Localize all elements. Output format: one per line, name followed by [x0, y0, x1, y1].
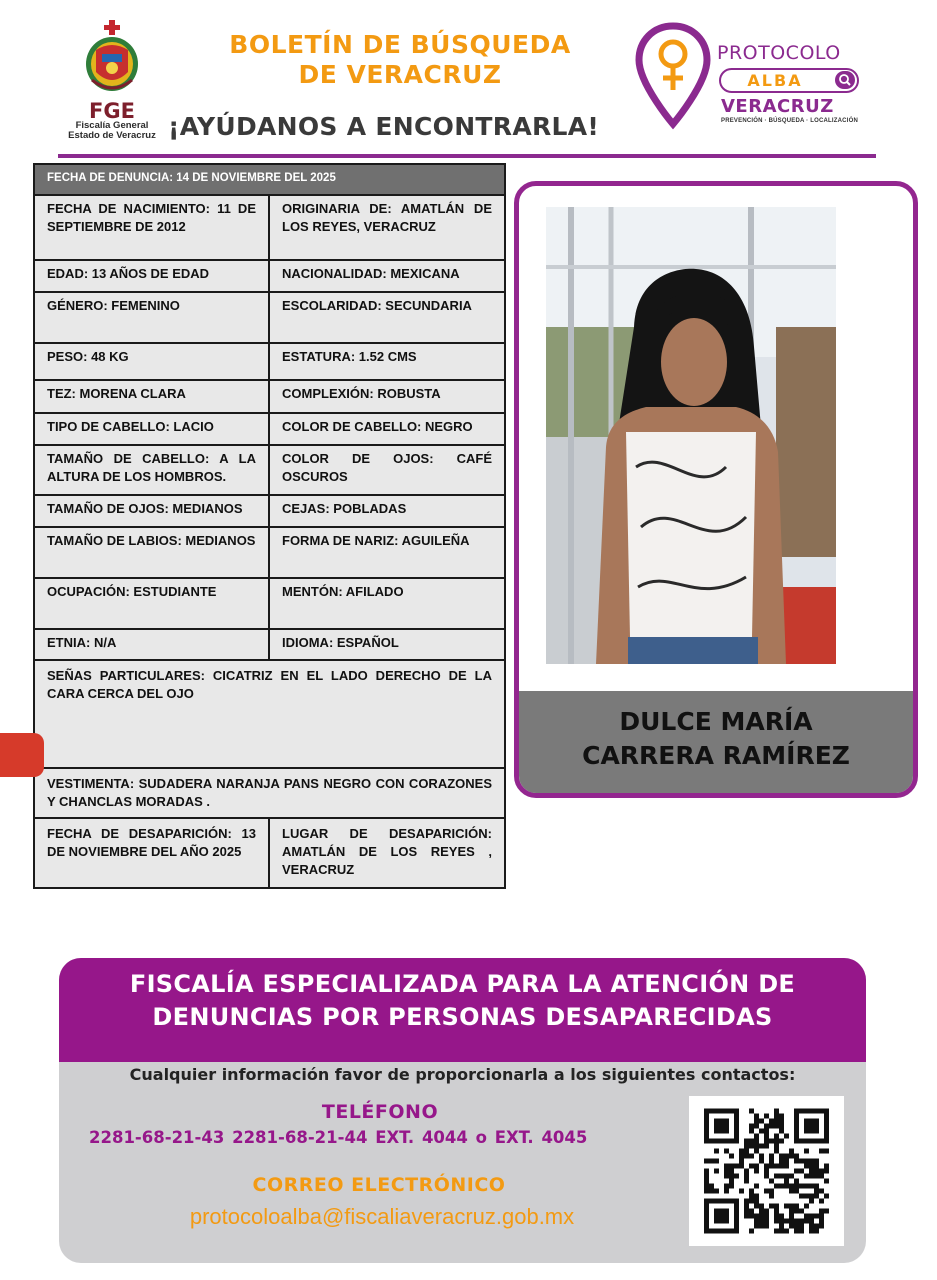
skin-tone-cell: TEZ: MORENA CLARA	[34, 380, 269, 413]
person-data-table	[33, 163, 506, 889]
protocol-logo-line1: PROTOCOLO	[717, 42, 841, 64]
agency-title-line1: FISCALÍA ESPECIALIZADA PARA LA ATENCIÓN DE	[129, 970, 796, 998]
fge-name-line2: Estado de Veracruz	[68, 130, 156, 141]
missing-person-photo	[546, 207, 836, 664]
lip-size-cell: TAMAÑO DE LABIOS: MEDIANOS	[34, 527, 269, 578]
slogan: ¡AYÚDANOS A ENCONTRARLA!	[168, 112, 600, 141]
distinguishing-marks-cell: SEÑAS PARTICULARES: CICATRIZ EN EL LADO DERECHO DE LA CARA CERCA DEL OJO	[34, 660, 505, 768]
build-cell: COMPLEXIÓN: ROBUSTA	[269, 380, 505, 413]
table-row	[34, 660, 505, 768]
table-row	[34, 260, 505, 292]
height-cell: ESTATURA: 1.52 CMS	[269, 343, 505, 380]
table-row	[34, 629, 505, 660]
email-label: CORREO ELECTRÓNICO	[252, 1174, 506, 1196]
person-name-band	[519, 691, 913, 798]
veracruz-coat-of-arms-icon	[82, 18, 142, 94]
header-divider	[58, 154, 876, 158]
table-row	[34, 164, 505, 195]
origin-cell: ORIGINARIA DE: AMATLÁN DE LOS REYES, VERACRUZ	[269, 195, 505, 260]
fge-logo	[62, 18, 162, 141]
protocol-logo-tagline: PREVENCIÓN · BÚSQUEDA · LOCALIZACIÓN	[721, 118, 858, 124]
table-row	[34, 413, 505, 445]
missing-person-card	[514, 181, 918, 798]
fge-name-line1: Fiscalía General	[75, 120, 149, 131]
ethnicity-cell: ETNIA: N/A	[34, 629, 269, 660]
gender-cell: GÉNERO: FEMENINO	[34, 292, 269, 343]
qr-code[interactable]	[689, 1096, 844, 1246]
protocol-logo-line3: VERACRUZ	[721, 96, 834, 117]
disappearance-place-cell: LUGAR DE DESAPARICIÓN: AMATLÁN DE LOS REYES , VERACRUZ	[269, 818, 505, 888]
phone-label: TELÉFONO	[321, 1101, 439, 1123]
fge-abbreviation: FGE	[89, 99, 135, 123]
contact-footer	[59, 958, 866, 1263]
disappearance-date-cell: FECHA DE DESAPARICIÓN: 13 DE NOVIEMBRE DEL AÑO 2025	[34, 818, 269, 888]
qr-code-icon	[699, 1106, 834, 1236]
bulletin-title	[200, 30, 600, 90]
weight-cell: PESO: 48 KG	[34, 343, 269, 380]
bulletin-title-line2: DE VERACRUZ	[298, 60, 502, 89]
table-row	[34, 495, 505, 527]
agency-title-line2: DENUNCIAS POR PERSONAS DESAPARECIDAS	[152, 1003, 773, 1031]
table-row	[34, 292, 505, 343]
phone-numbers[interactable]: 2281-68-21-43 2281-68-21-44 EXT. 4044 o EXT. 4045	[89, 1128, 588, 1147]
protocol-logo-line2: ALBA	[747, 71, 803, 90]
table-row	[34, 445, 505, 495]
nationality-cell: NACIONALIDAD: MEXICANA	[269, 260, 505, 292]
agency-banner	[59, 958, 866, 1062]
protocolo-alba-logo	[633, 22, 873, 132]
table-row	[34, 578, 505, 629]
table-row	[34, 195, 505, 260]
person-photo-illustration	[546, 207, 836, 664]
eye-color-cell: COLOR DE OJOS: CAFÉ OSCUROS	[269, 445, 505, 495]
hair-color-cell: COLOR DE CABELLO: NEGRO	[269, 413, 505, 445]
hair-length-cell: TAMAÑO DE CABELLO: A LA ALTURA DE LOS HOMBROS.	[34, 445, 269, 495]
occupation-cell: OCUPACIÓN: ESTUDIANTE	[34, 578, 269, 629]
eye-size-cell: TAMAÑO DE OJOS: MEDIANOS	[34, 495, 269, 527]
nose-shape-cell: FORMA DE NARIZ: AGUILEÑA	[269, 527, 505, 578]
person-first-names: DULCE MARÍA	[619, 707, 813, 736]
clothing-cell: VESTIMENTA: SUDADERA NARANJA PANS NEGRO CON CORAZONES Y CHANCLAS MORADAS .	[34, 768, 505, 818]
side-edge-tab	[0, 733, 44, 777]
language-cell: IDIOMA: ESPAÑOL	[269, 629, 505, 660]
report-date-header: FECHA DE DENUNCIA: 14 DE NOVIEMBRE DEL 2025	[34, 164, 505, 195]
table-row	[34, 527, 505, 578]
birth-date-cell: FECHA DE NACIMIENTO: 11 DE SEPTIEMBRE DE 2012	[34, 195, 269, 260]
education-cell: ESCOLARIDAD: SECUNDARIA	[269, 292, 505, 343]
table-row	[34, 343, 505, 380]
chin-cell: MENTÓN: AFILADO	[269, 578, 505, 629]
contact-intro: Cualquier información favor de proporcionarla a los siguientes contactos:	[129, 1065, 796, 1084]
hair-type-cell: TIPO DE CABELLO: LACIO	[34, 413, 269, 445]
person-last-names: CARRERA RAMÍREZ	[582, 741, 850, 770]
eyebrows-cell: CEJAS: POBLADAS	[269, 495, 505, 527]
table-row	[34, 380, 505, 413]
table-row	[34, 768, 505, 818]
bulletin-title-line1: BOLETÍN DE BÚSQUEDA	[229, 30, 571, 59]
age-cell: EDAD: 13 AÑOS DE EDAD	[34, 260, 269, 292]
female-location-pin-icon	[635, 22, 711, 130]
email-address[interactable]: protocoloalba@fiscaliaveracruz.gob.mx	[189, 1204, 575, 1229]
magnifier-icon	[835, 71, 855, 89]
table-row	[34, 818, 505, 888]
alba-search-bar	[719, 68, 859, 93]
